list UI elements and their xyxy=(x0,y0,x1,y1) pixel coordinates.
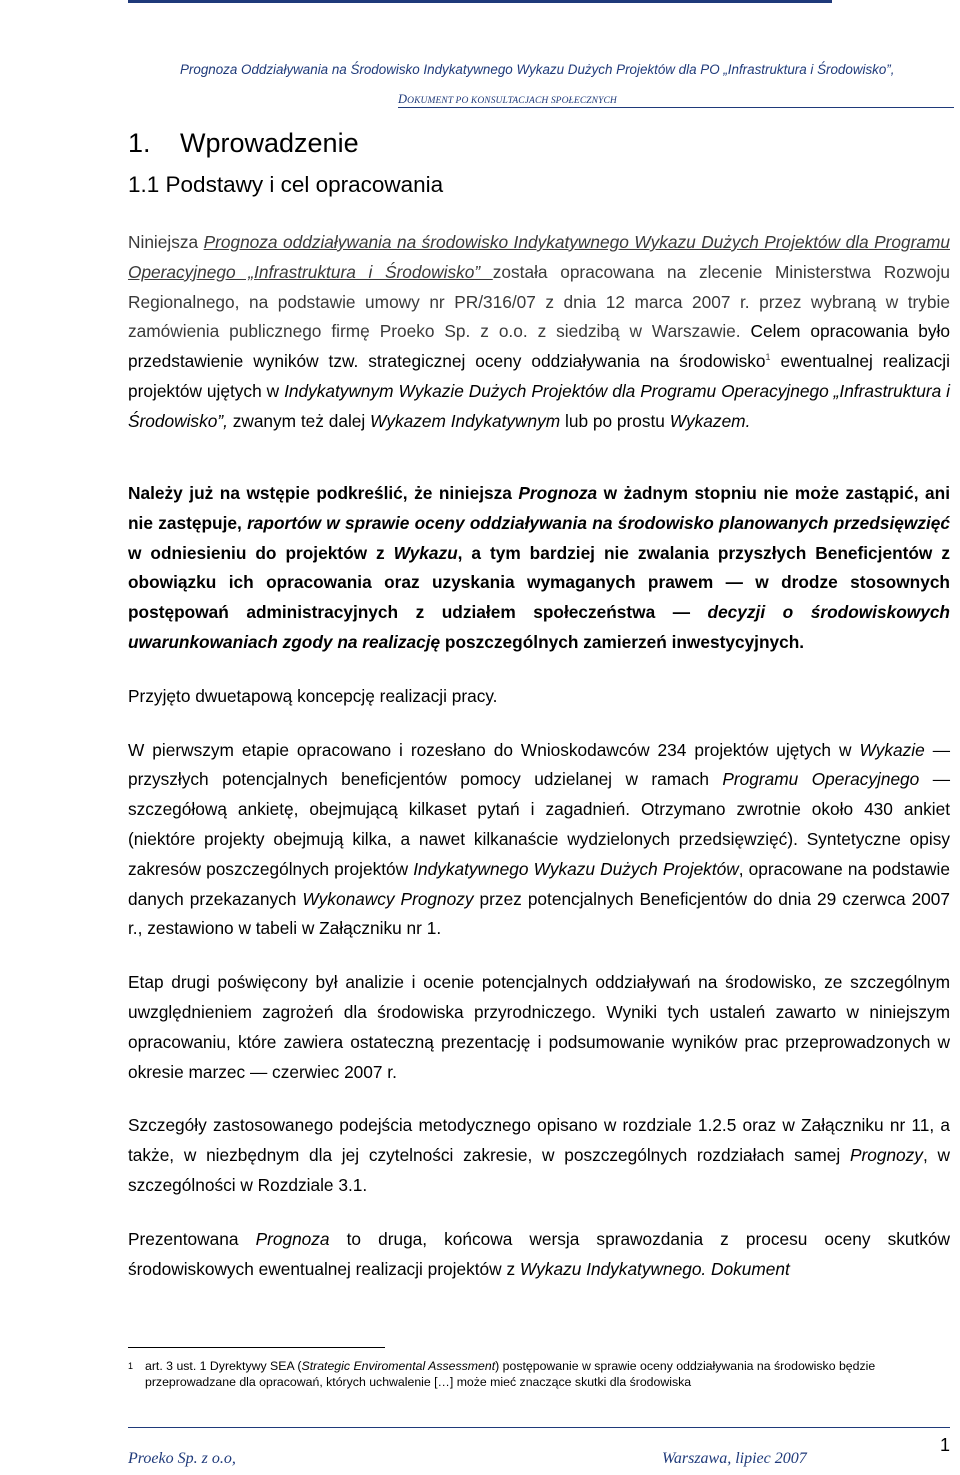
p2-italic: Wykazu xyxy=(393,542,458,563)
p7-italic: Prognoza xyxy=(255,1228,330,1249)
p1-italic: Indykatywnym Wykazie Dużych Projektów dla Programu Operacyjnego „Infrastruktura i Środowisko”, xyxy=(128,380,950,431)
footnote-text: art. 3 ust. 1 Dyrektywy SEA (Strategic Enviromental Assessment) postępowanie w sprawie oceny oddziaływania na środowisko będzie przeprowadzane dla opracowań, których uchwalenie […] może mieć znaczące skutki dla środowiska xyxy=(145,1359,876,1389)
header-rule xyxy=(398,107,954,108)
p1-italic: Wykazem. xyxy=(669,410,751,431)
p6-text: , w szczególności w Rozdziale 3.1. xyxy=(128,1145,950,1195)
p4-text: , opracowane na podstawie danych przekazanych xyxy=(128,858,950,909)
p6-italic: Prognozy xyxy=(849,1145,923,1166)
p1-text: ewentualnej realizacji projektów ujętych w xyxy=(128,351,950,401)
footnote-rule xyxy=(128,1347,385,1348)
footnote-number: 1 xyxy=(128,1361,134,1371)
p2-italic: raportów w sprawie oceny oddziaływania na środowisko planowanych przedsięwzięć xyxy=(247,512,950,533)
p2-text: Należy już na wstępie podkreślić, że niniejsza xyxy=(128,483,519,503)
page-number: 1 xyxy=(939,1435,950,1455)
p2-text: poszczególnych zamierzeń inwestycyjnych. xyxy=(440,631,805,652)
p1-text: Celem opracowania było przedstawienie wyników tzw. strategicznej oceny oddziaływania na środowisko xyxy=(128,321,950,372)
chapter-title: Wprowadzenie xyxy=(180,128,359,158)
running-header-title: Prognoza Oddziaływania na Środowisko Indykatywnego Wykazu Dużych Projektów dla PO „Infrastruktura i Środowisko”, xyxy=(180,62,895,77)
footer-place-date: Warszawa, lipiec 2007 xyxy=(662,1450,807,1467)
p4-italic: Indykatywnego Wykazu Dużych Projektów xyxy=(413,858,739,879)
p4-text: przez potencjalnych Beneficjentów do dnia 29 czerwca 2007 r., zestawiono w tabeli w Załączniku nr 1. xyxy=(128,888,951,939)
p7-italic: Wykazu Indykatywnego. Dokument xyxy=(519,1258,790,1279)
stage-one-paragraph xyxy=(128,736,950,945)
p4-italic: Programu Operacyjnego xyxy=(722,769,920,790)
p1-text: Niniejsza xyxy=(128,232,204,252)
p2-italic: Prognoza xyxy=(518,483,598,503)
emphasis-paragraph xyxy=(128,479,950,658)
top-rule xyxy=(128,0,832,3)
subtitle-rest: OKUMENT PO KONSULTACJACH SPOŁECZNYCH xyxy=(407,96,617,106)
concept-paragraph: Przyjęto dwuetapową koncepcję realizacji pracy. xyxy=(128,685,498,706)
version-paragraph xyxy=(128,1225,950,1285)
footnote-marker[interactable]: 1 xyxy=(765,352,771,363)
p1-text: zwanym też dalej xyxy=(227,410,371,431)
section-heading: 1.1 Podstawy i cel opracowania xyxy=(128,172,444,197)
p1-text: lub po prostu xyxy=(560,410,670,431)
p2-italic: decyzji o środowiskowych uwarunkowaniach zgody na realizację xyxy=(128,602,950,652)
p1-text: została opracowana na zlecenie Ministerstwa Rozwoju Regionalnego, na podstawie umowy nr PR/316/07 z dnia 12 marca 2007 r. przez wybraną w trybie zamówienia publicznego firmę Proeko Sp. z o.o. z siedzibą w Warszawie. xyxy=(128,261,950,342)
p2-text: , a tym bardziej nie zwalania przyszłych Beneficjentów z obowiązku ich opracowania oraz uzyskania wymaganych prawem — w drodze stosownych postępowań administracyjnych z udziałem społeczeństwa — xyxy=(128,542,950,623)
p1-title-italic: Prognoza oddziaływania na środowisko Indykatywnego Wykazu Dużych Projektów dla Programu Operacyjnego „Infrastruktura i Środowisko” xyxy=(128,232,950,282)
p4-text: — szczegółową ankietę, obejmującą kilkaset pytań i zagadnień. Otrzymano zwrotnie około 430 ankiet (niektóre projekty obejmują kilka, a nawet kilkanaście wydzielonych przedsięwzięć). Syntetyczne opisy zakresów poszczególnych projektów xyxy=(128,769,950,879)
p1-italic: Wykazem Indykatywnym xyxy=(370,410,561,431)
intro-paragraph xyxy=(128,228,950,461)
stage-two-paragraph: Etap drugi poświęcony był analizie i ocenie potencjalnych oddziaływań na środowisko, ze szczególnym uwzględnieniem zagrożeń dla środowiska przyrodniczego. Wyniki tych ustaleń zawarto w niniejszym opracowaniu, które zawiera ostateczną prezentację i podsumowanie wyników prac przeprowadzonych w okresie marzec — czerwiec 2007 r. xyxy=(128,972,950,1082)
p7-text: Prezentowana xyxy=(128,1228,256,1249)
p2-text: w żadnym stopniu nie może zastąpić, ani nie zastępuje, xyxy=(128,483,950,533)
p4-text: W pierwszym etapie opracowano i rozesłano do Wnioskodawców 234 projektów ujętych w xyxy=(128,739,860,760)
p4-italic: Wykonawcy Prognozy xyxy=(302,888,474,909)
chapter-heading xyxy=(128,128,359,159)
p7-text: to druga, końcowa wersja sprawozdania z procesu oceny skutków środowiskowych ewentualnej realizacji projektów z xyxy=(128,1228,950,1279)
footnote xyxy=(128,1358,950,1390)
subtitle-initial: D xyxy=(398,92,408,106)
chapter-number: 1. xyxy=(128,128,151,158)
footer-rule xyxy=(128,1427,950,1428)
p4-text: — przyszłych potencjalnych beneficjentów pomocy udzielanej w ramach xyxy=(128,739,950,790)
method-paragraph xyxy=(128,1111,950,1200)
p6-text: Szczegóły zastosowanego podejścia metodycznego opisano w rozdziale 1.2.5 oraz w Załączniku nr 11, a także, w niezbędnym dla jej czytelności zakresie, w poszczególnych rozdziałach samej xyxy=(128,1115,950,1166)
p2-text: w odniesieniu do projektów z xyxy=(128,542,394,563)
running-header-subtitle xyxy=(398,92,617,107)
footer-company: Proeko Sp. z o.o, xyxy=(128,1450,236,1467)
p4-italic: Wykazie xyxy=(859,739,925,760)
main-body xyxy=(128,479,950,1308)
